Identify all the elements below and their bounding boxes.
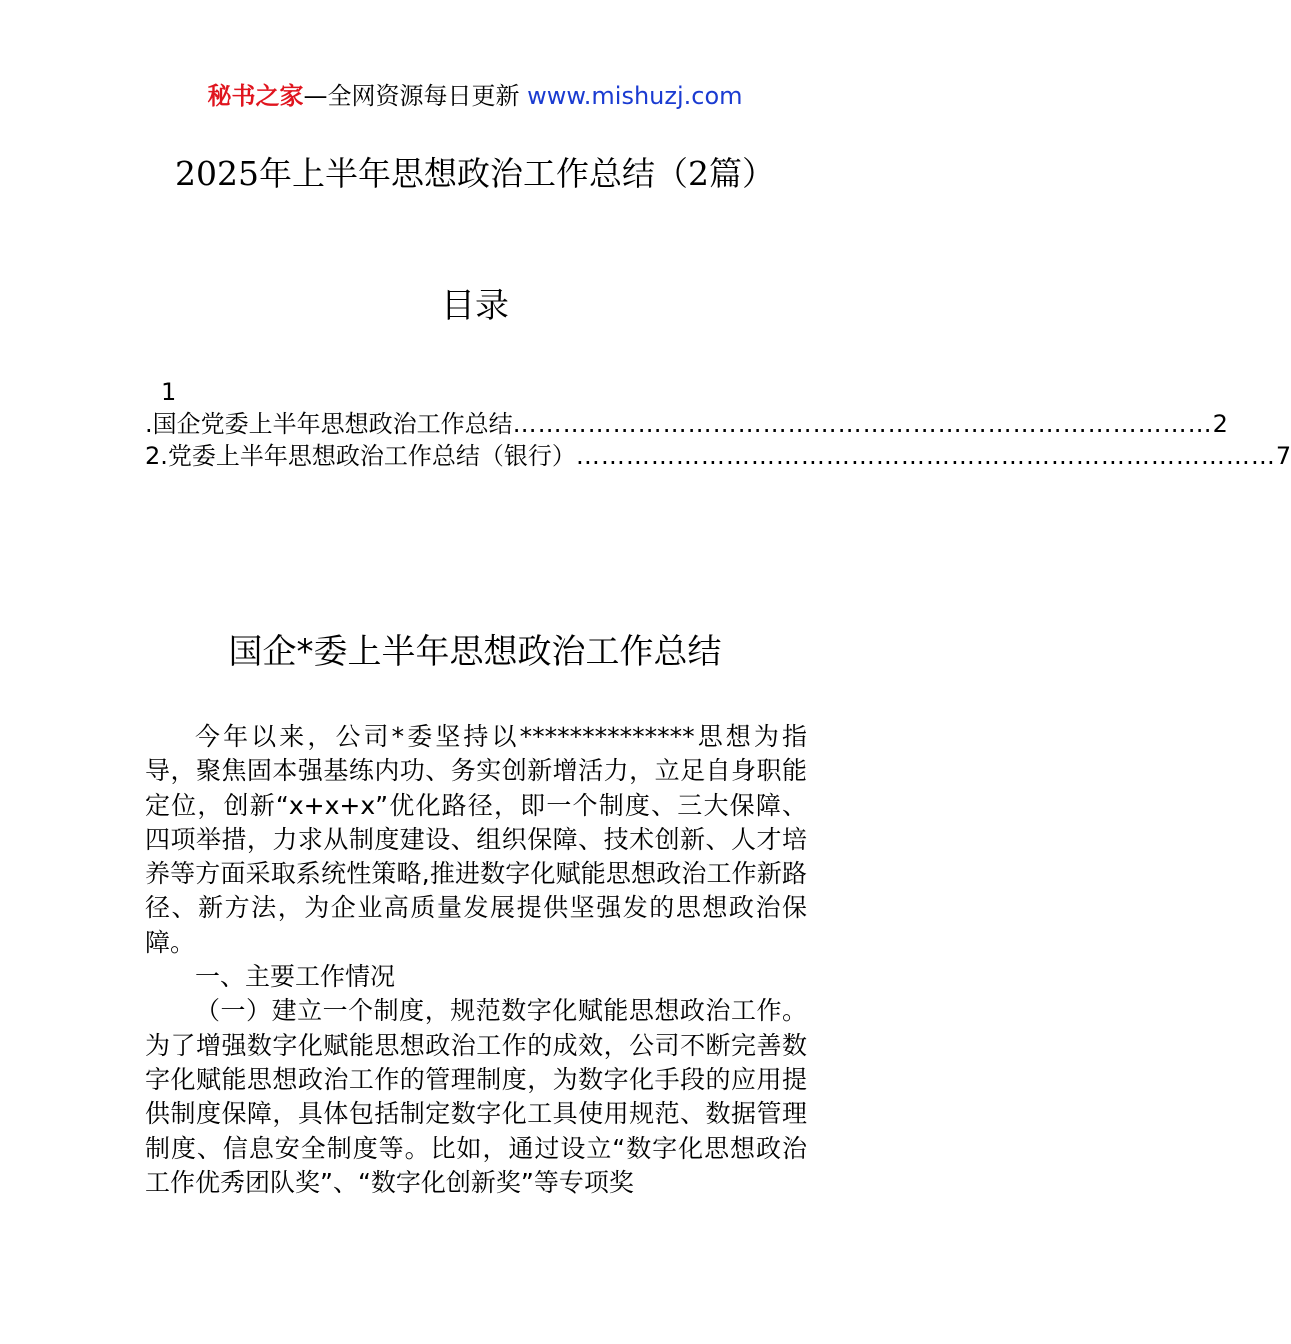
site-brand: 秘书之家: [207, 82, 304, 110]
toc-item-text: 2.党委上半年思想政治工作总结（银行）: [145, 442, 576, 470]
toc-item-1[interactable]: [145, 408, 1228, 440]
toc-leader-dots: …………………………………………………………………………: [575, 442, 1276, 470]
document-title: 2025年上半年思想政治工作总结（2篇）: [175, 154, 775, 193]
toc-item-text: .国企党委上半年思想政治工作总结: [145, 410, 513, 438]
paragraph: 今年以来，公司*委坚持以**************思想为指导，聚焦固本强基练内功、务实创新增活力，立足自身职能定位，创新“x+x+x”优化路径，即一个制度、三大保障、四项举措，力求从制度建设、组织保障、技术创新、人才培养等方面采取系统性策略,推进数字化赋能思想政治工作新路径、新方法，为企业高质量发展提供坚强发的思想政治保障。: [145, 722, 807, 957]
body-text: [145, 720, 807, 1200]
site-header: [0, 80, 950, 112]
toc-item-page: 2: [1212, 410, 1228, 438]
paragraph: （一）建立一个制度，规范数字化赋能思想政治工作。为了增强数字化赋能思想政治工作的成效，公司不断完善数字化赋能思想政治工作的管理制度，为数字化手段的应用提供制度保障，具体包括制定数字化工具使用规范、数据管理制度、信息安全制度等。比如，通过设立“数字化思想政治工作优秀团队奖”、“数字化创新奖”等专项奖: [145, 996, 807, 1197]
toc-item-page: 7: [1275, 442, 1291, 470]
paragraph-heading: 一、主要工作情况: [195, 962, 396, 992]
toc-leader-dots: …………………………………………………………………………: [512, 410, 1213, 438]
table-of-contents: [145, 376, 1291, 472]
section-title: 国企*委上半年思想政治工作总结: [228, 632, 722, 672]
site-tagline: —全网资源每日更新: [303, 82, 528, 110]
toc-item-number: 1: [161, 378, 177, 406]
toc-item-2[interactable]: [145, 440, 1291, 472]
site-url-link[interactable]: www.mishuzj.com: [527, 82, 743, 110]
toc-title: 目录: [441, 286, 509, 326]
